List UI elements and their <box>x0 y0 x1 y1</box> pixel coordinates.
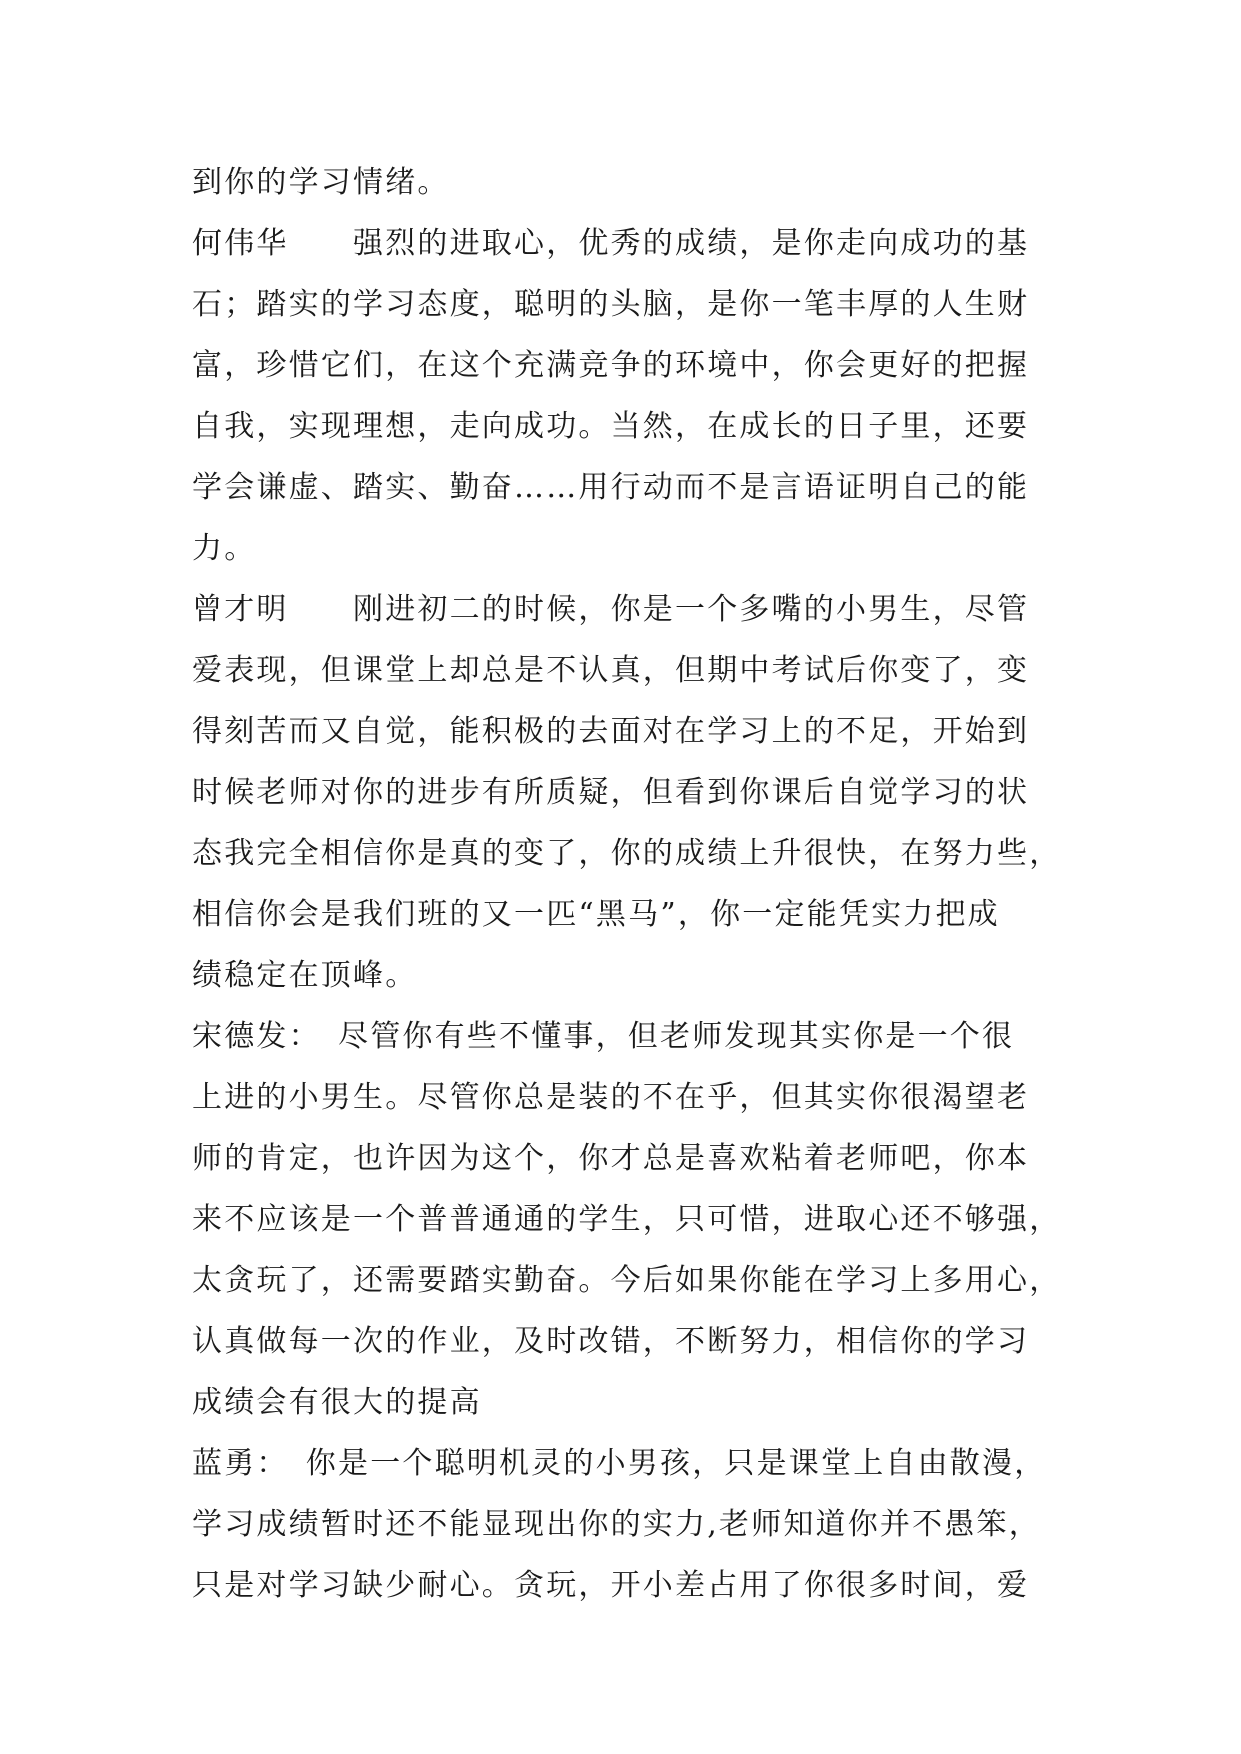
text-line: 石；踏实的学习态度，聪明的头脑，是你一笔丰厚的人生财 <box>192 287 1030 322</box>
text-line: 来不应该是一个普普通通的学生，只可惜，进取心还不够强， <box>192 1202 1062 1237</box>
text-line: 何伟华 强烈的进取心，优秀的成绩，是你走向成功的基 <box>192 226 1030 261</box>
text-line: 富，珍惜它们，在这个充满竞争的环境中，你会更好的把握 <box>192 348 1030 383</box>
text-line: 力。 <box>192 531 257 566</box>
text-line: 到你的学习情绪。 <box>192 165 450 200</box>
text-line: 绩稳定在顶峰。 <box>192 958 418 993</box>
text-line: 学习成绩暂时还不能显现出你的实力,老师知道你并不愚笨， <box>192 1507 1041 1542</box>
text-line: 师的肯定，也许因为这个，你才总是喜欢粘着老师吧，你本 <box>192 1141 1030 1176</box>
text-line: 爱表现，但课堂上却总是不认真，但期中考试后你变了，变 <box>192 653 1030 688</box>
text-line: 上进的小男生。尽管你总是装的不在乎，但其实你很渴望老 <box>192 1080 1030 1115</box>
text-line: 认真做每一次的作业，及时改错，不断努力，相信你的学习 <box>192 1324 1030 1359</box>
text-line: 宋德发： 尽管你有些不懂事，但老师发现其实你是一个很 <box>192 1019 1015 1054</box>
text-line: 蓝勇： 你是一个聪明机灵的小男孩，只是课堂上自由散漫， <box>192 1446 1047 1481</box>
text-line: 时候老师对你的进步有所质疑，但看到你课后自觉学习的状 <box>192 775 1030 810</box>
text-line: 成绩会有很大的提高 <box>192 1385 482 1420</box>
document-body <box>192 152 1062 1616</box>
text-line: 学会谦虚、踏实、勤奋……用行动而不是言语证明自己的能 <box>192 470 1030 505</box>
text-line: 得刻苦而又自觉，能积极的去面对在学习上的不足，开始到 <box>192 714 1030 749</box>
text-line: 曾才明 刚进初二的时候，你是一个多嘴的小男生，尽管 <box>192 592 1030 627</box>
text-line: 自我，实现理想，走向成功。当然，在成长的日子里，还要 <box>192 409 1030 444</box>
text-line: 太贪玩了，还需要踏实勤奋。今后如果你能在学习上多用心， <box>192 1263 1062 1298</box>
text-line: 只是对学习缺少耐心。贪玩，开小差占用了你很多时间，爱 <box>192 1568 1030 1603</box>
text-line: 态我完全相信你是真的变了，你的成绩上升很快，在努力些， <box>192 836 1062 871</box>
text-line: 相信你会是我们班的又一匹“黑马”，你一定能凭实力把成 <box>192 897 1000 932</box>
